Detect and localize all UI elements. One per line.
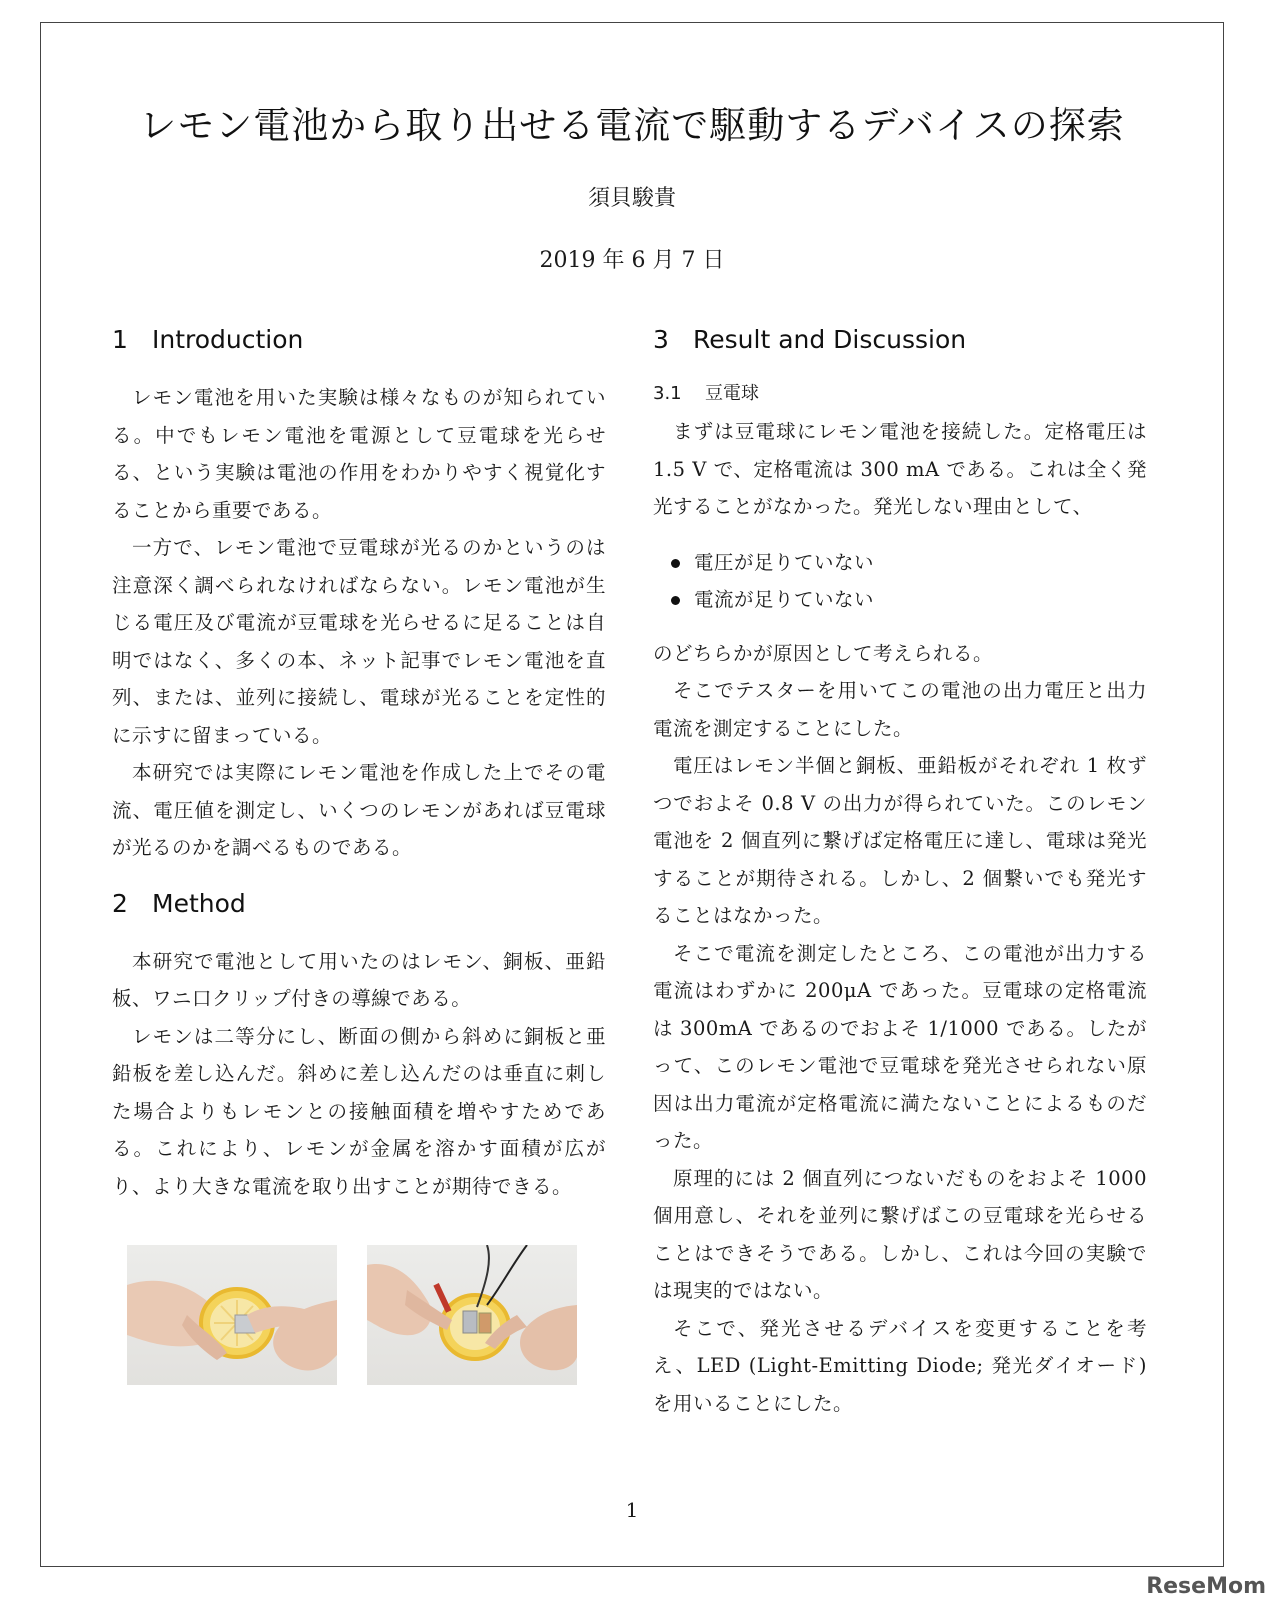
intro-paragraph: 一方で、レモン電池で豆電球が光るのかというのは注意深く調べられなければならない。レモン電池が生じる電圧及び電流が豆電球を光らせるに足ることは自明ではなく、多くの本、ネット記事でレモン電池を直列、または、並列に接続し、電球が光ることを定性的に示すに留まっている。 [112,536,606,747]
left-column [112,323,606,1205]
section-number: 2 [112,888,128,918]
section-title: Method [152,888,246,918]
list-item: 電圧が足りていない [671,544,1147,582]
paper-date: 2019 年 6 月 7 日 [539,248,725,273]
results-paragraph: のどちらかが原因として考えられる。 [653,641,994,665]
right-column [653,323,1147,1422]
section-title: Result and Discussion [693,325,967,354]
cause-list [671,544,1147,619]
page-number: 1 [625,1498,639,1522]
lemon-photos [127,1245,587,1387]
results-paragraph: そこでテスターを用いてこの電池の出力電圧と出力電流を測定することにした。 [653,679,1147,740]
results-paragraph: 原理的には 2 個直列につないだものをおよそ 1000 個用意し、それを並列に繋げばこの豆電球を光らせることはできそうである。しかし、これは今回の実験では現実的ではない。 [653,1166,1147,1302]
results-paragraph: 電圧はレモン半個と銅板、亜鉛板がそれぞれ 1 枚ずつでおよそ 0.8 V の出力が得られていた。このレモン電池を 2 個直列に繋げば定格電圧に達し、電球は発光することが期待される。しかし、2 個繋いでも発光することはなかった。 [653,754,1147,927]
method-paragraph: 本研究で電池として用いたのはレモン、銅板、亜鉛板、ワニ口クリップ付きの導線である。 [112,949,606,1010]
method-paragraph: レモンは二等分にし、断面の側から斜めに銅板と亜鉛板を差し込んだ。斜めに差し込んだのは垂直に刺した場合よりもレモンとの接触面積を増やすためである。これにより、レモンが金属を溶かす面積が広がり、より大きな電流を取り出すことが期待できる。 [112,1024,606,1198]
bullet-icon [671,596,680,605]
section-heading-method [112,887,606,921]
lemon-photo-hands [127,1245,337,1385]
section-number: 3 [653,325,669,354]
section-number: 1 [112,325,128,354]
lemon-photo-electrodes [367,1245,577,1385]
section-title: Introduction [152,325,304,354]
subsection-title: 豆電球 [705,383,759,404]
results-paragraph: まずは豆電球にレモン電池を接続した。定格電圧は 1.5 V で、定格電流は 300 mA である。これは全く発光することがなかった。発光しない理由として、 [653,420,1147,518]
subsection-number: 3.1 [653,383,682,404]
paper-title: レモン電池から取り出せる電流で駆動するデバイスの探索 [139,104,1125,147]
section-heading-results [653,323,1147,357]
results-paragraph: そこで電流を測定したところ、この電池が出力する電流はわずかに 200μA であった。豆電球の定格電流は 300mA であるのでおよそ 1/1000 である。したがって、このレモン電池で豆電球を発光させられない原因は出力電流が定格電流に満たないことによるものだった。 [653,941,1147,1152]
paper-page [40,22,1224,1567]
intro-paragraph: 本研究では実際にレモン電池を作成した上でその電流、電圧値を測定し、いくつのレモンがあれば豆電球が光るのかを調べるものである。 [112,761,606,859]
intro-paragraph: レモン電池を用いた実験は様々なものが知られている。中でもレモン電池を電源として豆電球を光らせる、という実験は電池の作用をわかりやすく視覚化することから重要である。 [112,386,606,522]
list-item: 電流が足りていない [671,581,1147,619]
watermark-logo: ReseMom [1146,1574,1266,1599]
paper-author: 須貝駿貴 [587,186,676,211]
subsection-heading [653,379,1147,409]
results-paragraph: そこで、発光させるデバイスを変更することを考え、LED (Light-Emitting Diode; 発光ダイオード) を用いることにした。 [653,1316,1147,1415]
section-heading-introduction [112,323,606,357]
bullet-icon [671,559,680,568]
